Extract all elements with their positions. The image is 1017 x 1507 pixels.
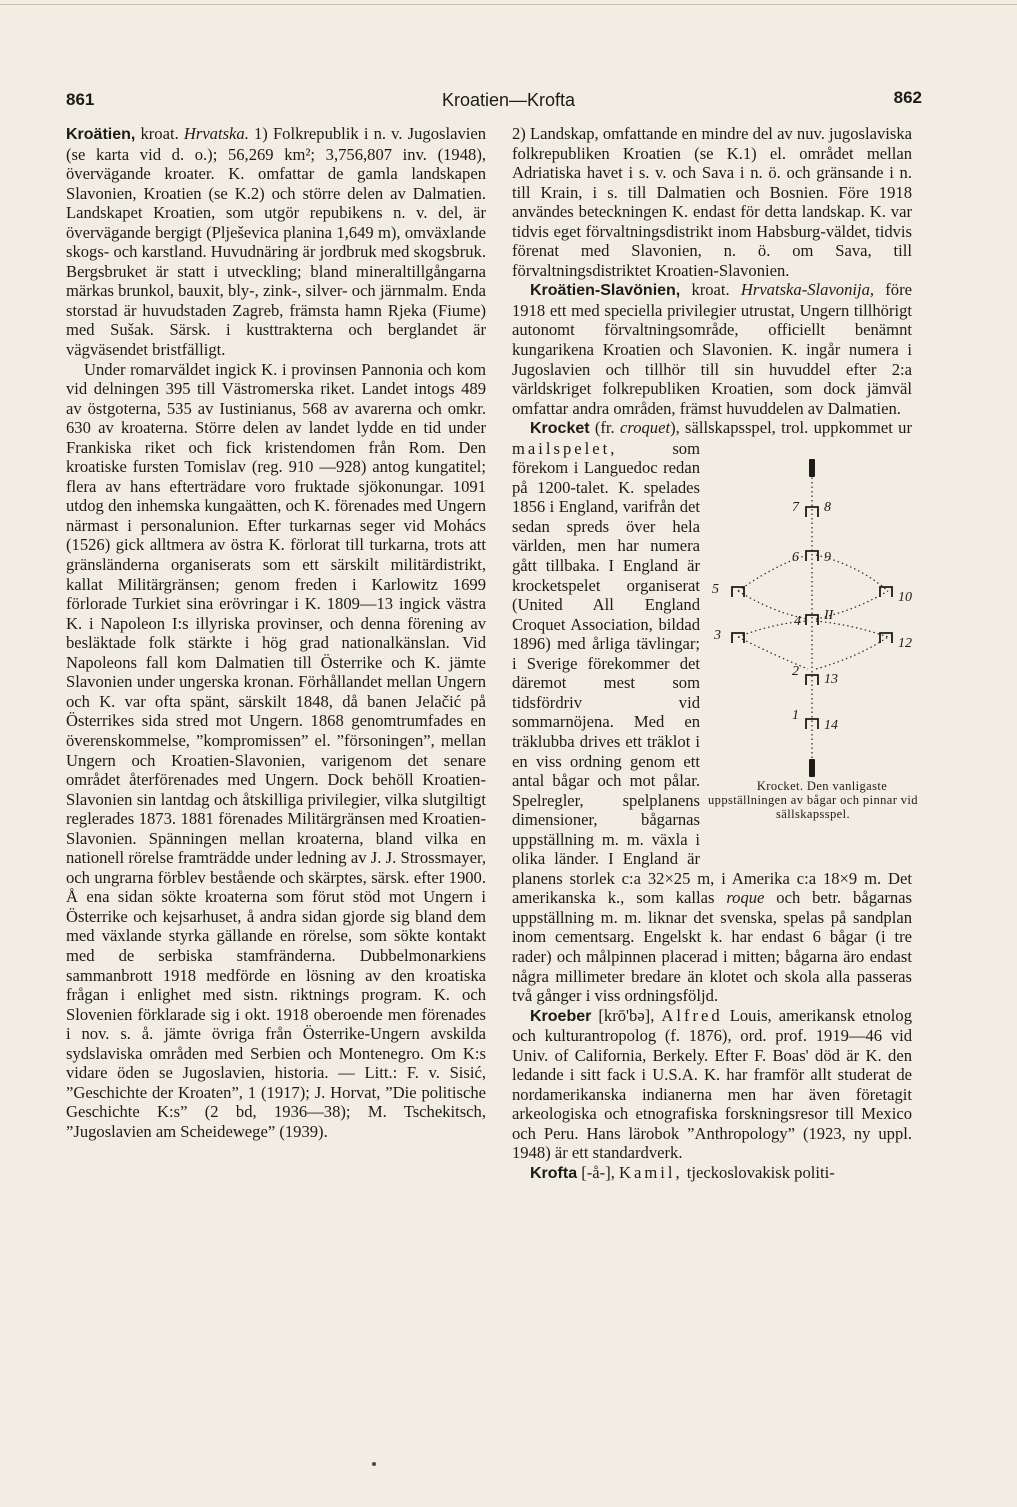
- hoop-label-11: II: [824, 607, 834, 623]
- entry-kroatien-landskap: 2) Landskap, omfattande en mindre del av nuv. jugoslaviska folkrepubliken Kroatien (se K.1) el. området mellan Adriatiska havet i s. v. och Sava i n. ö. och gränsande i n. till Krain, i s. till Dalmatien och Bosnien. Före 1918 användes beteckningen K. endast för detta landskap. K. var tidvis eget förvaltningsdistrikt inom Habsburg-väldet, tidvis förenat med Slavonien, n. ö. om Sava, till förvaltningsdistriktet Kroatien-Slavonien.: [512, 124, 912, 280]
- headword: Krocket: [530, 420, 590, 438]
- hoop-label-5: 5: [712, 581, 719, 597]
- headword: Kroätien,: [66, 126, 136, 143]
- hoop-label-1: 1: [792, 707, 799, 723]
- headword: Kroeber: [530, 1007, 592, 1025]
- hoop-label-7: 7: [792, 499, 799, 515]
- history-paragraph: Under romarväldet ingick K. i provinsen Pannonia och kom vid delningen 395 till Västromerska riket. Landet intogs 489 av östgoterna, 535 av Iustinianus, 568 av avarerna och omkr. 630 av kroaterna. Större delen av landet lydde en tid under Frankiska riket och fick kristendomen från Rom. Den kroatiske fursten Tomislav (reg. 910 —928) antog kungatitel; flera av hans efterträdare voro fruktade sjökonungar. 1091 utdog den inhemska kungaätten, och K. förenades med Ungern närmast i personalunion. Efter turkarnas seger vid Mohács (1526) gick alltmera av östra K. förlorat till turkarna, trots att gränsländerna organiserats som ett särskilt militärdistrikt, kallat Militärgränsen; genom freden i Karlowitz 1699 förlorade Turkiet sina erövringar i K. 1809—13 ingick västra K. i Napoleon I:s illyriska provinser, och denna förening av besläktade folk stärkte i hög grad nationalkänslan. Vid Napoleons fall kom Dalmatien till Österrike och K. jämte Slavonien under ungerska kronan. Förhållandet mellan Ungern och K. var ofta spänt, särskilt 1848, då banen Jelačić på Österrikes sida stred mot Ungern. 1868 genomtrumfades en överenskommelse, ”kompromissen” el. ”försoningen”, mellan Ungern och Kroatien-Slavonien, varigenom det senare området återförenades med Ungern. Dock behöll Kroatien-Slavonien sin lantdag och åtskilliga privilegier, vilka slutgiltigt reglerades 1873. 1881 förenades Militärgränsen med Kroatien-Slavonien. Spänningen mellan kroaterna, bland vilka en nationell rörelse framträdde under ledning av J. J. Strossmayer, och ungrarna förblev bestående och skärptes, särsk. efter 1900. Å ena sidan sökte kroaterna som förut stöd mot Ungern i Österrike och kejsarhuset, å andra sidan gjorde sig bland dem med växlande styrka gällande en rörelse, som sökte kontakt med de serbiska stamfränderna. Dubbelmonarkiens sammanbrott 1918 medförde en lösning av den kroatiska frågan i enlighet med sistn. riktnings program. K. och Slovenien förklarade sig i okt. 1918 oberoende men förenades i nov. s. å. jämte övriga från Österrike-Ungern avskilda sydslaviska områden med Serbien och Montenegro. Om K:s vidare öden se Jugoslavien, historia. — Litt.: F. v. Sisić, ”Geschichte der Kroaten”, 1 (1917); J. Horvat, ”Die politische Geschichte K:s” (2 bd, 1936—38); M. Tschekitsch, ”Jugoslavien am Scheidewege” (1939).: [66, 359, 486, 1141]
- hoop-label-13: 13: [824, 671, 838, 687]
- bottom-stake: [809, 759, 815, 777]
- entry-kroatien: Kroätien, kroat. Hrvatska. 1) Folkrepublik i n. v. Jugoslavien (se karta vid d. o.); 56,269 km²; 3,756,807 inv. (1948), övervägande kroater. K. omfattar de gamla landskapen Slavonien, Kroatien (se K.2) och större delen av Dalmatien. Landskapet Kroatien, som utgör repubikens n. v. del, är övervägande bergigt (Plješevica planina 1,649 m), omväxlande skogs- och karstland. Huvudnäring är jordbruk med skogsbruk. Bergsbruket är statt i utveckling; bland mineraltillgångarna märkas brunkol, bauxit, bly-, zink-, silver- och järnmalm. Enda storstad är huvudstaden Zagreb, främsta hamn Rjeka (Fiume) med Sušak. Särsk. i kusttrakterna och berglandet är vägväsendet bristfälligt.: [66, 124, 487, 360]
- print-speck: [372, 1462, 376, 1466]
- hoop-label-10: 10: [898, 589, 912, 605]
- right-page-number: 862: [893, 88, 922, 107]
- figure-caption: Krocket. Den vanligaste uppställningen av bågar och pinnar vid sällskapsspel.: [708, 778, 918, 821]
- hoop-label-8: 8: [824, 499, 831, 515]
- croquet-layout-diagram: [708, 443, 918, 783]
- top-edge-line: [0, 4, 1017, 5]
- hoop-7: [806, 507, 818, 517]
- croquet-figure: [708, 443, 918, 863]
- left-page-number: 861: [66, 90, 95, 109]
- hoop-label-3: 3: [714, 627, 721, 643]
- headword: Krofta: [530, 1164, 578, 1182]
- hoop-label-12: 12: [898, 635, 912, 651]
- entry-krocket: Krocket (fr. croquet), sällskapsspel, trol. uppkommet ur mailspelet, 1 2 3 4 5 6 7 8 9 10 II 12 13 14 Krocket. Den vanligaste uppställningen av bågar och pinnar vid sällskapsspel. som förekom i Languedoc redan på 1200-talet. K. spelades 1856 i England, varifrån det sedan spreds över hela världen, men har numera gått tillbaka. I England är krocketspelet organiserat (United All England Croquet Association, bildad 1896) med årliga tävlingar; i Sverige förekommer det däremot mest som tidsfördriv vid sommarnöjena. Med en träklubba drives ett träklot i en viss ordning genom ett antal bågar och mot pålar. Spelregler, spelplanens dimensioner, bågarnas uppställning m. m. växla i olika länder. I England är planens storlek c:a 32×25 m, i Amerika c:a 18×9 m. Det amerikanska k., som kallas roque och betr. bågarnas uppställning m. m. liknar det svenska, spelas på sandplan inom cementsarg. Engelskt k. har endast 6 bågar (i tre rader) och målpinnen placerad i mitten; bågarna äro endast några millimeter bredare än klotet och skola alla passeras två gånger i viss ordningsföljd.: [512, 418, 918, 1006]
- hoop-label-6: 6: [792, 549, 799, 565]
- hoop-4: [806, 615, 818, 625]
- entry-krofta: Krofta [-å-], Kamil, tjeckoslovakisk politi-: [530, 1162, 835, 1182]
- entry-kroeber: Kroeber [krō'bə], Alfred Louis, amerikansk etnolog och kulturantropolog (f. 1876), ord. prof. 1919—46 vid Univ. of California, Berkely. Efter F. Boas' död är K. den ledande i sitt fack i U.S.A. K. har framför allt studerat de nordamerikanska indianerna men har även företagit arkeologiska och etnografiska forskningsresor till Mexico och Peru. Hans lärobok ”Anthropology” (1923, ny uppl. 1948) är ett standardverk.: [512, 1005, 912, 1163]
- hoop-10: [880, 587, 892, 597]
- right-column: [512, 124, 918, 1184]
- top-stake: [809, 459, 815, 477]
- hoop-label-4: 4: [794, 613, 801, 629]
- headword: Kroätien-Slavönien,: [530, 282, 681, 300]
- hoop-label-9: 9: [824, 549, 831, 565]
- left-column: [66, 124, 486, 1141]
- hoop-label-2: 2: [792, 663, 799, 679]
- hoop-3: [732, 633, 744, 643]
- entry-kroatien-slavonien: Kroätien-Slavönien, kroat. Hrvatska-Slavonija, före 1918 ett med speciella privilegier utrustat, Ungern tillhörigt autonomt förvaltningsområde, officiellt benämnt kungarikena Kroatien och Slavonien. K. ingår numera i Jugoslavien och tillhör till sin huvuddel efter 2:a världskriget folkrepubliken Kroatien, som dock jämväl omfattar andra områden, främst huvuddelen av Dalmatien.: [512, 280, 912, 418]
- running-head: Kroatien—Krofta: [441, 90, 576, 110]
- hoop-label-14: 14: [824, 717, 838, 733]
